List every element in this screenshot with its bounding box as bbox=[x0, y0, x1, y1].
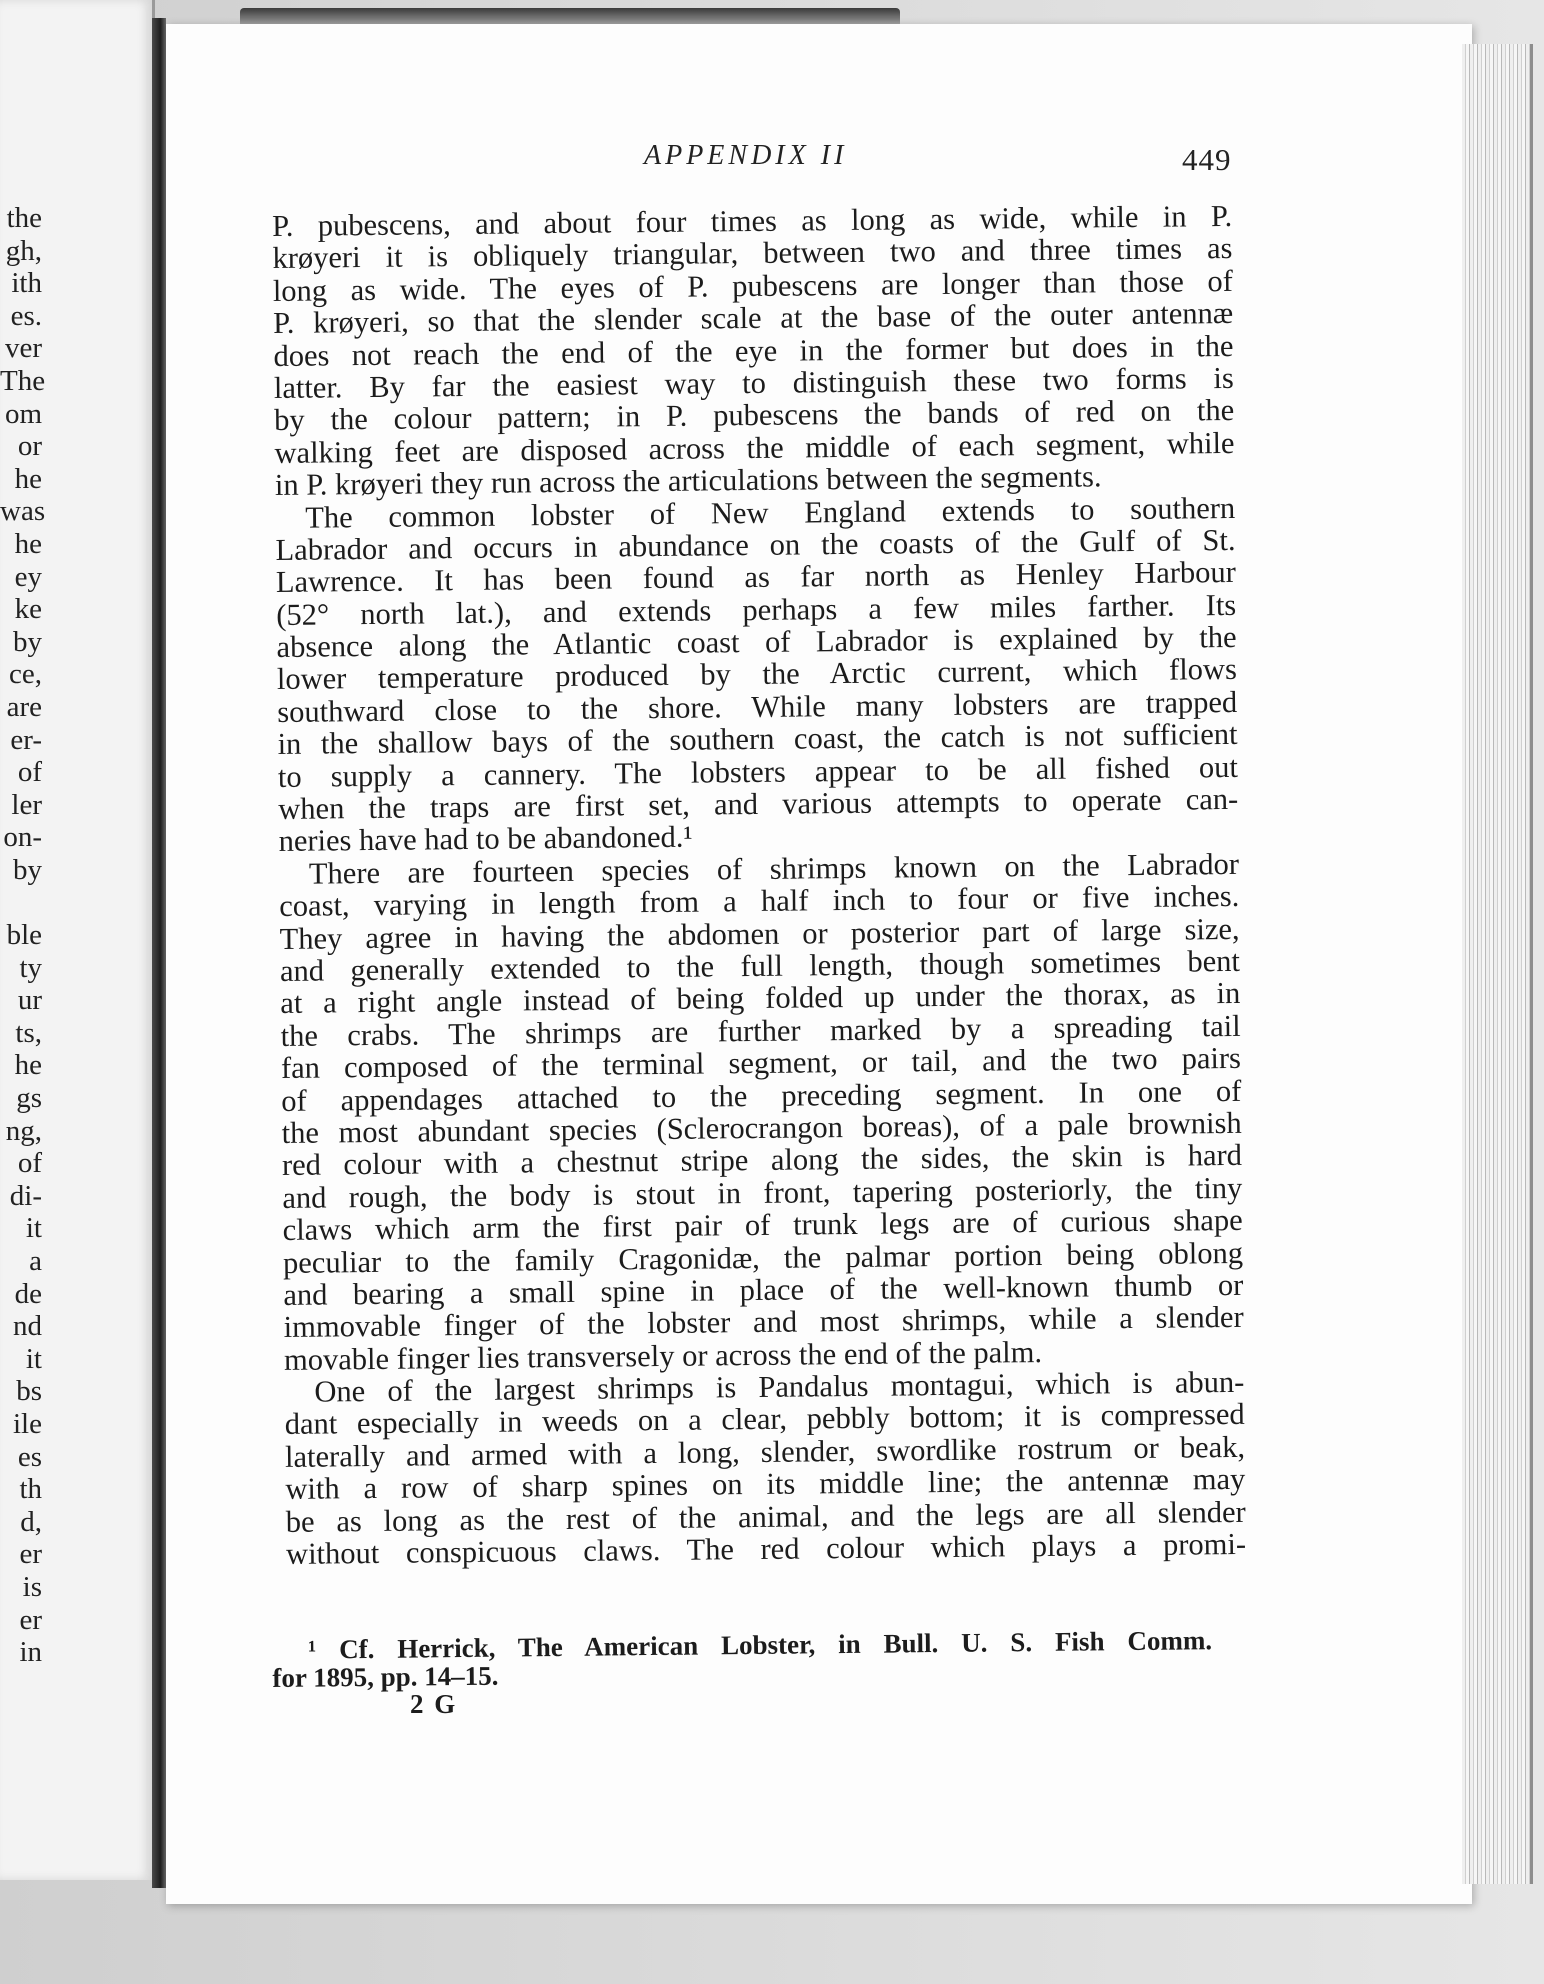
left-page-fragment: ur bbox=[17, 984, 42, 1017]
left-page-fragment: was bbox=[0, 495, 46, 528]
text-line: when the traps are first set, and various attempts to operate can- bbox=[278, 781, 1239, 826]
left-page-fragment: es. bbox=[10, 299, 42, 332]
text-line: Lawrence. It has been found as far north as Henley Harbour bbox=[275, 555, 1237, 600]
left-facing-page bbox=[0, 0, 155, 1880]
left-page-fragment: he bbox=[14, 527, 42, 560]
page-edges bbox=[1462, 44, 1533, 1884]
text-line: neries have had to be abandoned.¹ bbox=[278, 820, 693, 859]
left-page-fragment: ey bbox=[14, 560, 42, 593]
text-line: fan composed of the terminal segment, or tail, and the two pairs bbox=[280, 1041, 1242, 1086]
text-line: immovable finger of the lobster and most shrimps, while a slender bbox=[283, 1300, 1244, 1345]
footnote bbox=[272, 1626, 1213, 1692]
left-page-fragment: de bbox=[14, 1277, 42, 1310]
text-line: The common lobster of New England extends to southern bbox=[305, 490, 1236, 535]
page-number: 449 bbox=[1182, 142, 1232, 177]
left-page-fragment: The bbox=[0, 364, 46, 397]
left-page-fragment: er bbox=[19, 1603, 42, 1636]
text-line: P. krøyeri, so that the slender scale at the base of the outer antennæ bbox=[273, 296, 1234, 341]
text-line: claws which arm the first pair of trunk legs are of curious shape bbox=[282, 1203, 1243, 1248]
text-line: the crabs. The shrimps are further marked by a spreading tail bbox=[280, 1008, 1241, 1053]
left-page-fragment: by bbox=[13, 625, 42, 658]
text-line: krøyeri it is obliquely triangular, between two and three times as bbox=[272, 231, 1233, 276]
text-line: be as long as the rest of the animal, and the legs are all slender bbox=[285, 1494, 1246, 1539]
text-line: red colour with a chestnut stripe along the sides, the skin is hard bbox=[281, 1138, 1243, 1183]
left-page-fragment: of bbox=[17, 1147, 42, 1180]
left-page-fragment: ts, bbox=[15, 1016, 42, 1049]
footnote-line: for 1895, pp. 14–15. bbox=[272, 1660, 499, 1693]
left-page-text-fragments bbox=[0, 202, 46, 1669]
left-page-fragment: gh, bbox=[5, 234, 42, 267]
left-page-fragment: er- bbox=[10, 723, 42, 756]
left-page-fragment: ile bbox=[13, 1407, 42, 1440]
text-line: latter. By far the easiest way to distinguish these two forms is bbox=[273, 360, 1234, 405]
text-line: of appendages attached to the preceding segment. In one of bbox=[281, 1073, 1242, 1118]
text-line: and bearing a small spine in place of the well-known thumb or bbox=[283, 1267, 1244, 1312]
running-head: APPENDIX II bbox=[644, 140, 848, 171]
left-page-fragment: he bbox=[14, 462, 42, 495]
left-page-fragment: bs bbox=[16, 1375, 42, 1408]
text-line: without conspicuous claws. The red colour which plays a promi- bbox=[285, 1526, 1247, 1571]
text-line: P. pubescens, and about four times as long as wide, while in P. bbox=[271, 198, 1233, 243]
text-line: peculiar to the family Cragonidæ, the palmar portion being oblong bbox=[282, 1235, 1244, 1280]
text-line: movable finger lies transversely or across the end of the palm. bbox=[283, 1334, 1043, 1377]
text-line: walking feet are disposed across the middle of each segment, while bbox=[274, 425, 1235, 470]
left-page-fragment: gs bbox=[16, 1082, 42, 1115]
left-page-fragment: d, bbox=[20, 1505, 42, 1538]
left-page-fragment: ble bbox=[6, 919, 42, 952]
text-line: lower temperature produced by the Arctic current, which flows bbox=[276, 652, 1238, 697]
text-line: in P. krøyeri they run across the articulations between the segments. bbox=[274, 459, 1102, 503]
left-page-fragment: or bbox=[17, 430, 42, 463]
left-page-fragment: ng, bbox=[5, 1114, 42, 1147]
left-page-fragment: ke bbox=[14, 593, 42, 626]
left-page-fragment: om bbox=[4, 397, 42, 430]
left-page-fragment: er bbox=[19, 1538, 42, 1571]
left-page-fragment: ty bbox=[19, 951, 42, 984]
text-line: (52° north lat.), and extends perhaps a few miles farther. Its bbox=[276, 587, 1237, 632]
text-line: and generally extended to the full length, though sometimes bent bbox=[279, 943, 1241, 988]
page-header bbox=[644, 140, 1244, 180]
book-gutter bbox=[152, 18, 166, 1888]
left-page-fragment: nd bbox=[13, 1310, 42, 1343]
left-page-fragment: he bbox=[14, 1049, 42, 1082]
left-page-fragment: th bbox=[19, 1473, 42, 1506]
left-page-fragment: it bbox=[25, 1212, 42, 1245]
left-page-fragment: di- bbox=[9, 1179, 42, 1212]
footnote-line: ¹ Cf. Herrick, The American Lobster, in Bull. U. S. Fish Comm. bbox=[307, 1625, 1213, 1665]
signature-mark: 2 G bbox=[410, 1689, 458, 1719]
left-page-fragment: in bbox=[19, 1636, 42, 1669]
text-line: They agree in having the abdomen or posterior part of large size, bbox=[279, 911, 1240, 956]
left-page-fragment bbox=[0, 886, 42, 919]
text-line: by the colour pattern; in P. pubescens the bands of red on the bbox=[274, 393, 1235, 438]
text-line: the most abundant species (Sclerocrangon boreas), of a pale brownish bbox=[281, 1105, 1242, 1150]
left-page-fragment: a bbox=[29, 1245, 42, 1277]
text-line: absence along the Atlantic coast of Labrador is explained by the bbox=[276, 620, 1237, 665]
left-page-fragment: is bbox=[22, 1570, 42, 1603]
text-line: does not reach the end of the eye in the former but does in the bbox=[273, 328, 1234, 373]
text-line: laterally and armed with a long, slender, swordlike rostrum or beak, bbox=[284, 1429, 1246, 1474]
text-line: coast, varying in length from a half inch to four or five inches. bbox=[279, 879, 1240, 924]
text-line: long as wide. The eyes of P. pubescens are longer than those of bbox=[272, 263, 1233, 308]
left-page-fragment: it bbox=[25, 1342, 42, 1375]
left-page-fragment: of bbox=[17, 756, 42, 789]
left-page-fragment: ce, bbox=[9, 658, 42, 691]
left-page-fragment: ver bbox=[4, 332, 42, 365]
left-page-fragment: ler bbox=[11, 788, 42, 821]
text-line: and rough, the body is stout in front, tapering posteriorly, the tiny bbox=[282, 1170, 1243, 1215]
text-line: with a row of sharp spines on its middle line; the antennæ may bbox=[285, 1462, 1246, 1507]
left-page-fragment: by bbox=[13, 853, 42, 886]
left-page-fragment: the bbox=[6, 202, 42, 234]
text-line: There are fourteen species of shrimps known on the Labrador bbox=[308, 846, 1240, 891]
left-page-fragment: es bbox=[17, 1440, 42, 1473]
left-page-fragment: ith bbox=[11, 267, 42, 300]
text-line: One of the largest shrimps is Pandalus montagui, which is abun- bbox=[314, 1364, 1245, 1409]
text-line: in the shallow bays of the southern coast, the catch is not sufficient bbox=[277, 717, 1238, 762]
text-line: to supply a cannery. The lobsters appear to be all fished out bbox=[277, 749, 1239, 794]
left-page-fragment: on- bbox=[3, 821, 42, 854]
text-line: at a right angle instead of being folded up under the thorax, as in bbox=[280, 976, 1241, 1021]
text-line: dant especially in weeds on a clear, pebbly bottom; it is compressed bbox=[284, 1397, 1245, 1442]
body-text bbox=[272, 200, 1246, 1570]
text-line: Labrador and occurs in abundance on the coasts of the Gulf of St. bbox=[275, 522, 1236, 567]
left-page-fragment: are bbox=[6, 690, 42, 723]
text-line: southward close to the shore. While many lobsters are trapped bbox=[277, 684, 1238, 729]
